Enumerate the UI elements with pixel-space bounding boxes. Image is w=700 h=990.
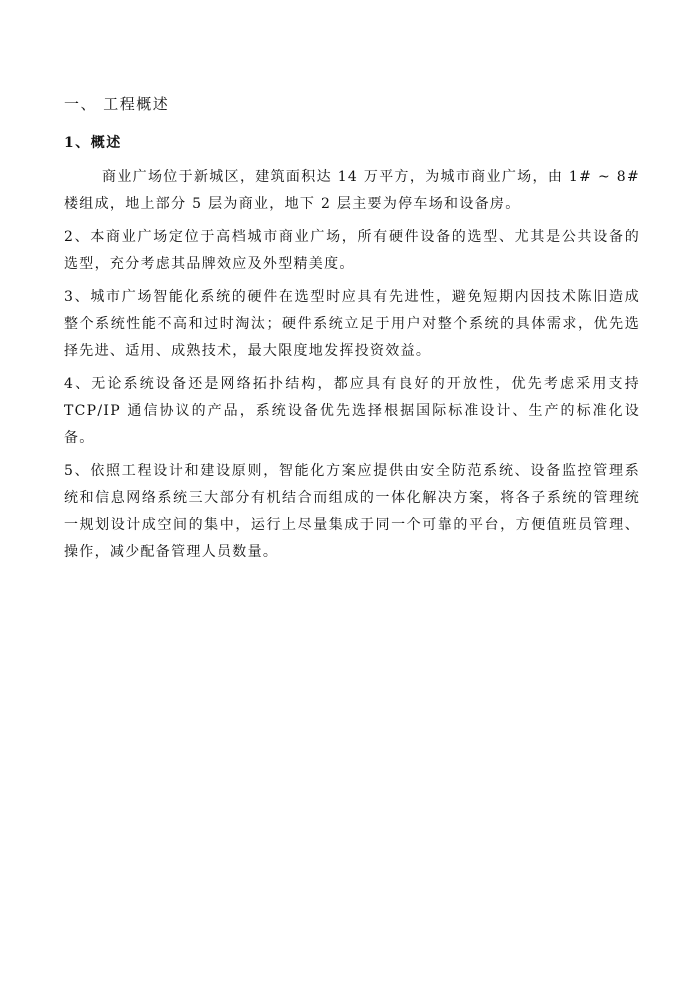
document-body xyxy=(64,92,640,572)
overview-paragraph: 商业广场位于新城区，建筑面积达 14 万平方，为城市商业广场，由 1# ~ 8#楼组成，地上部分 5 层为商业，地下 2 层主要为停车场和设备房。 xyxy=(64,169,640,212)
overview-heading: 1、概述 xyxy=(64,135,122,151)
item-2-paragraph: 2、本商业广场定位于高档城市商业广场，所有硬件设备的选型、尤其是公共设备的选型，充分考虑其品牌效应及外型精美度。 xyxy=(64,229,640,272)
item-4-paragraph: 4、无论系统设备还是网络拓扑结构，都应具有良好的开放性，优先考虑采用支持 TCP/IP 通信协议的产品，系统设备优先选择根据国际标准设计、生产的标准化设备。 xyxy=(64,376,640,446)
item-3-paragraph: 3、城市广场智能化系统的硬件在选型时应具有先进性，避免短期内因技术陈旧造成整个系统性能不高和过时淘汰；硬件系统立足于用户对整个系统的具体需求，优先选择先进、适用、成熟技术，最大限度地发挥投资效益。 xyxy=(64,289,640,359)
item-5-paragraph: 5、依照工程设计和建设原则，智能化方案应提供由安全防范系统、设备监控管理系统和信息网络系统三大部分有机结合而组成的一体化解决方案，将各子系统的管理统一规划设计成空间的集中，运行上尽量集成于同一个可靠的平台，方便值班员管理、操作，减少配备管理人员数量。 xyxy=(64,463,640,560)
section-heading: 一、 工程概述 xyxy=(64,95,170,113)
